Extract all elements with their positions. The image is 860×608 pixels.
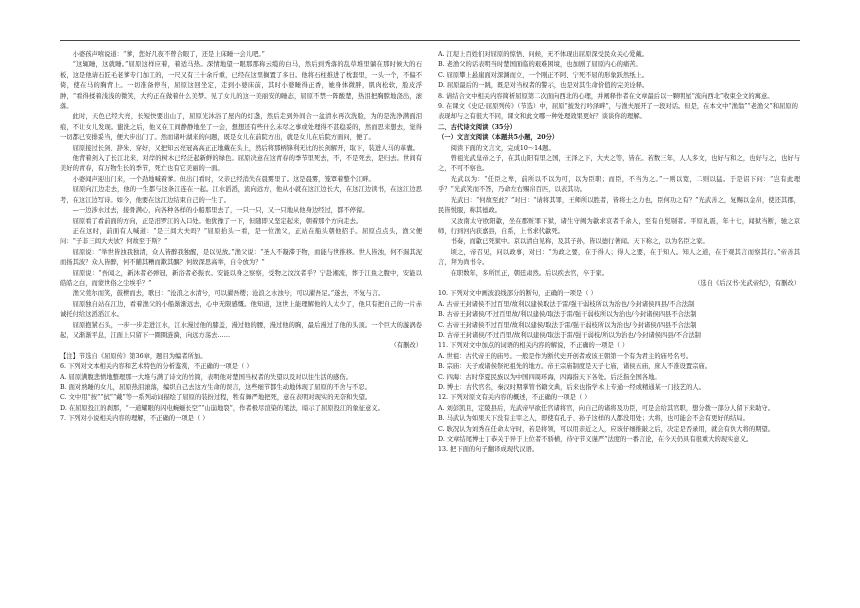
question-11-option: C. 四海：古时华夏民族以为中国四周环海，四海指天下各处。后泛指全国各地。	[438, 373, 661, 381]
question-11-option: A. 世祖：古代帝王的庙号。一般是作为断代史开创者或该王朝第一个有为君主的庙号名号。	[438, 352, 693, 360]
question-10: 10. 下列对文中画波浪线部分的断句，正确的一项是（ ）	[438, 290, 597, 298]
story-paragraph: —一边涉水过去，接骨满心，向各种各样的小船那里去了，一只一只，又一只地从他身边经过，都不停留。	[72, 207, 369, 215]
question-7-option: C. 屈原攀上悬崖面对深渊而立，一个刚正不阿、宁死不屈的形象跃然纸上。	[438, 71, 649, 79]
section-title: 二、古代诗文阅读（35分）	[438, 123, 517, 131]
top-rule	[60, 40, 800, 41]
question-10-option: C. 古帝王封诸侯不过百里/故利以建侯/取法于雷/强干弱枝所以为治也/今封诸侯/四县不合法制	[438, 321, 697, 329]
story-paragraph: 渔父莞尔而笑，鼓枻而去，歌曰：“沧浪之水清兮，可以濯吾缨；沧浪之水浊兮，可以濯吾足。”遂去，不复与言。	[72, 290, 385, 298]
question-10-option: A. 古帝王封诸侯不过百里/故利以建侯取法于雷/强干弱枝所以为治也/今封诸侯四县/不合法制	[438, 300, 695, 308]
question-10-option: D. 古帝王封诸侯/不过百里/故利以建侯/取法于雷/强干弱枝/所以为治也/今封诸侯四县/不合法制	[438, 331, 701, 339]
classical-paragraph: 又汝南太守欧阳歙，坐在郡赃罪下狱，诸生守阙为歙求哀者千余人，至有自髡剔者。平原礼震，年十七，闻狱当断，驰之京师，行到河内获嘉县，自系，上书求代歙死。	[438, 217, 800, 235]
story-paragraph: 屈原抱紧石头，一步一步走进江水，江水漫过他的膝盖，漫过他的腰，漫过他的胸，最后漫过了他的头顶。一个巨大的漩涡卷起，又渐渐平息，江面上只留下一圈圈涟漪，向远方荡去……	[60, 321, 422, 339]
question-6-option: B. 面对熟睡的女儿，屈原热泪滚落，编织自己去这方生命的误言，这些细节都生动地体现了屈原的不舍与不忍。	[60, 384, 371, 391]
question-7: 7. 下列对小说相关内容的理解，不正确的一项是（ ）	[60, 415, 209, 423]
right-column	[438, 50, 800, 596]
classical-paragraph: 曾祖光武皇帝之子，在其山阳有里之国，王泽之下，大夫之等，皆在。若数三年，人人多文，也好与和之，也好与之，也好与之，不可不察也。	[438, 155, 800, 173]
question-7-option: B. 老渔父的话表明当时楚国面临的艰难困境，也加剧了屈原内心的痛苦。	[438, 61, 642, 69]
question-8: 8. 请结合文中相关内容简析屈原第二次面向西北的心理，并阐释作者在文章最后以一颗明星“流向西北”收束全文的寓意。	[438, 92, 774, 100]
classical-paragraph: 在职数年，多所匡正，朝廷肃然。后以疾去官，卒于家。	[450, 269, 609, 277]
question-11: 11. 下列对文中加点的词语的相关内容的解说，不正确的一项是（ ）	[438, 342, 629, 350]
question-6-option: A. 屈原满腹悲愤地整理那一大堆与满了诗文的竹简，表明他对楚国当权者的失望以及对以往生活的感伤。	[60, 373, 352, 381]
question-6-option: C. 文中用“按”“拭”“戴”等一系列动词描绘了屈原的装扮过程，牲有舞严地把死，意在表明对现实的无奈和失望。	[60, 394, 372, 402]
story-paragraph: 小婆闻声迎出门来，一个劲地喊着爹。但出门看时，父亲已经消失在晨雾里了。这是晨雾，笼罩着整个江畔。	[72, 175, 375, 183]
question-12-option: A. 刘彭凯且，定陵县后，光武帝早欲任官诸将官，向自己的诸将及功臣，可是会给其官职，想分拨一部分人留下来助守。	[438, 404, 774, 412]
story-source: （有删改）	[390, 342, 422, 350]
classical-paragraph: 光武以为：“任臣之卑，前所以不以为可，以为臣职；而臣，不当为之。”一则以宽，二则以猛。于是诏下问：“岂有此理乎？”光武笑而不答，乃命左右赐帛百匹，以表其功。	[438, 175, 800, 194]
story-paragraph: 屈原向江边走去，他的一生都与这条江连在一起。江水滔滔，流向远方，他从小就在这江边长大，在这江边读书，在这江边思考，在这江边写诗。如今，他要在这江边结束自己的一生了。	[60, 186, 422, 204]
question-12-option: B. 马武认为如果天下没有主宰之人，即使有孔子、孙子这样的人都没用处；大将，也可能会不会有更好的结局。	[438, 415, 749, 423]
question-7-option: A. 江堤上百姓们对屈原的惊悟、问候，无不体现出屈原深受民众关心爱戴。	[438, 51, 649, 58]
question-6: 6. 下列对文本相关内容和艺术特色的分析鉴赏，不正确的一项是（ ）	[60, 363, 253, 371]
story-paragraph: 正在这时，前面有人喊道：“是三闾大夫吗？”屈原抬头一看，是一位渔父，正站在船头朝他招手。屈原点点头，渔父便问：“子非三闾大夫欤？何故至于斯？”	[60, 227, 422, 246]
story-paragraph: 小婆孩声嘻说道：“爹，您好几夜不曾合眼了，还是上床睡一会儿吧。”	[72, 51, 265, 58]
question-12-option: C. 耿况认为刘秀在任命太守时，若是将领，可以用亲近之人，应该仔细推敲之后，决定是否录用，就会有负大将的期望。	[438, 425, 775, 433]
story-paragraph: 他背着剑入了长江北来，对岸的树木已经泛起新鲜的绿色。屈原决意在这青春的季节里死去，不，不是死去，是归去。世间有美好的青春，有万物生长的季节，死亡也有它美丽的一面。	[60, 155, 422, 173]
question-13: 13. 把下面的句子翻译成现代汉语。	[438, 446, 539, 454]
classical-paragraph: 顷之，帝召见，问以政事，对曰：“为政之要，在于得人；得人之要，在于知人。知人之道，在于观其言而察其行。”帝善其言，拜为尚书令。	[438, 248, 800, 267]
question-11-option: D. 博士：古代官名，秦汉时期掌管书籍文典，后来也指学术上专通一经或精通某一门技艺的人。	[438, 384, 705, 391]
classical-paragraph: 书奏，而歙已死狱中。京以清白见称，及其子孙，皆以德行著闻。天下称之，以为名臣之家。	[450, 238, 709, 246]
story-paragraph: 此时，天色已经大亮，长短快要出山了，屈原光沐浴了屋内的灯盏，然后走到外间合一盆清水再次洗脸，为的是洗净满面泪痕，不让女儿发现。盥洗之后，他又在工间静静地坐了一会，想想还有些什么未尽之事或处理得不甚稳妥的，然而思来想去，觉得一切都已安排妥当，便大步出门了。然而诸叶湖来的问题，既是女儿在前院方出，就是女儿在后院方面问，便了。	[60, 113, 422, 142]
story-paragraph: 屈原独自站在江边，看着渔父的小船渐渐远去，心中无限感慨。他知道，这世上能理解他的人太少了，他只有把自己的一片赤诚托付给这滔滔江水。	[60, 300, 422, 319]
reading-intro: 阅读下面的文言文，完成10～14题。	[450, 144, 555, 152]
question-7-option: D. 屈原最后的一跳，既是对当权者的警示，也是对其生命价值的完美诠释。	[438, 82, 649, 90]
story-paragraph: “这辄睡，这就睡。”屈原这样应着，着适马热。深情地望一眼那那称云缆的白马，然后到秀落的乱草堆里躺在那时候大的石板，这是他请石匠毛老爹专门加工的，一尺又有三十余斤重，已经在这里搁置了多日。他将石柱推进了枕套里，一头一个，不偏不倚，使在马的胸背上。一切准备停当，屈原这回坐定，走到小婆床前，其时小婆睡得正香，她身体微胖，肌肉松软，脸皮浮肿，“看得揉着浅浅的微笑，大约正在做着什么美梦。见了女儿的这一美丽安的睡态，屈原不禁一阵酸楚，热泪把胸膛地浇出，滚落。	[60, 61, 422, 111]
story-note: 【注】节选自《屈原传》第36章，题目为编者所加。	[60, 352, 207, 360]
story-paragraph: 屈原看了看前面的方向，正是汨罗江的入口处。他犹豫了一下，但随即又坚定起来，朝着那个方向走去。	[72, 217, 363, 225]
story-paragraph: 屈原说：“吾闻之，新沐者必弹冠，新浴者必振衣。安能以身之察察，受物之汶汶者乎？宁赴湘流，葬于江鱼之腹中，安能以皓皓之白，而蒙世俗之尘埃乎？”	[60, 269, 422, 287]
subsection-title: （一）文言文阅读（本题共5小题，20分）	[438, 134, 559, 142]
question-12-option: D. 文章结尾博士丁恭关于异于上位者不骄横，待守节义谨严”法度的一番言论，在今天仍具有很重大的现实意义。	[438, 436, 753, 444]
question-10-option: B. 古帝王封诸侯/不过百里故/利以建侯/取法于雷/强干弱枝所以为治也/今封诸侯四县不合法制	[438, 311, 697, 319]
question-9: 9. 在课文《史记·屈原列传》（节选）中，屈原“披发行吟泽畔”，与渔夫展开了一段对话。但是，在本文中“渔翁”“老渔父”和屈原的表现却与之有很大不同，课文和此文哪一种处理效果更好？谈谈你的理解。	[438, 103, 798, 121]
question-6-option: D. 在屈原投江的刹那，“一道耀眼的闪电蜿蜒长空”“山崩地裂”，作者极尽渲染的笔法，暗示了屈原投江的象征意义。	[60, 404, 384, 412]
story-paragraph: 屈原接过长剑、辞朱、穿好，又把知云亮冠高高正正地戴在头上，然后将那柄锋利无比的长剑解开，取下，装进人马的革囊。	[72, 144, 419, 152]
question-12: 12. 下列对原文有关内容的概述，不正确的一项是（ ）	[438, 394, 591, 402]
question-11-option: B. 宗庙：天子或诸侯祭祀祖先的地方。帝王宗庙制度是天子七庙，诸侯五庙，庶人不准设置宗庙。	[438, 363, 712, 371]
left-column	[60, 50, 422, 596]
classical-source: （选自《后汉书·光武帝纪》，有删改）	[694, 279, 800, 287]
story-paragraph: 屈原说：“举世皆浊我独清，众人皆醉我独醒，是以见放。”渔父说：“圣人不凝滞于物，而能与世推移。世人皆浊，何不淈其泥而扬其波？众人皆醉，何不餔其糟而歠其醨？何故深思高举，自令放为？”	[60, 248, 422, 267]
classical-paragraph: 光武曰：“何故至此？”对曰：“请将其罪，王师所以胜者，皆将士之力也，臣何功之有？”光武善之，复赐以金帛，使还其郡，民皆悦服，称其德政。	[438, 196, 800, 215]
